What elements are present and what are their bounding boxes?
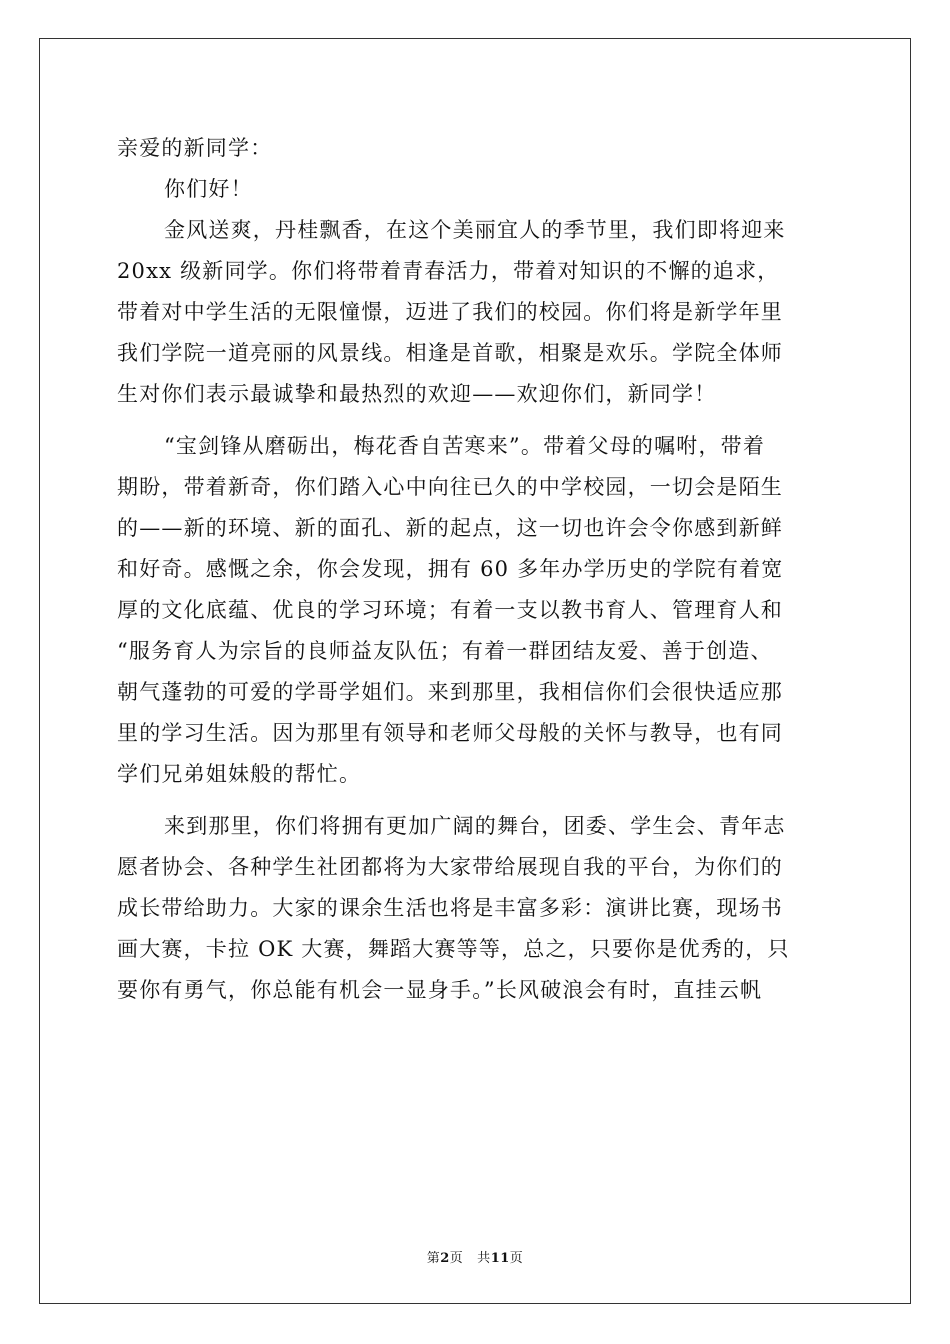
paragraph-3-line: 要你有勇气，你总能有机会一显身手。”长风破浪会有时，直挂云帆 <box>117 978 763 1002</box>
paragraph-2-line: 厚的文化底蕴、优良的学习环境；有着一支以教书育人、管理育人和 <box>117 598 783 622</box>
paragraph-1-line: 金风送爽，丹桂飘香，在这个美丽宜人的季节里，我们即将迎来 <box>164 218 786 242</box>
paragraph-gap <box>117 795 832 806</box>
paragraph-1-line: 20xx 级新同学。你们将带着青春活力，带着对知识的不懈的追求， <box>117 259 780 283</box>
total-pages: 11 <box>490 1251 510 1266</box>
paragraph-1-line: 带着对中学生活的无限憧憬，迈进了我们的校园。你们将是新学年里 <box>117 300 783 324</box>
paragraph-3-line: 画大赛，卡拉 OK 大赛，舞蹈大赛等等，总之，只要你是优秀的，只 <box>117 937 790 961</box>
paragraph-3-line: 成长带给助力。大家的课余生活也将是丰富多彩：演讲比赛，现场书 <box>117 896 783 920</box>
paragraph-1-line: 我们学院一道亮丽的风景线。相逢是首歌，相聚是欢乐。学院全体师 <box>117 341 783 365</box>
paragraph-gap <box>117 415 832 426</box>
paragraph-2 <box>117 426 832 795</box>
paragraph-3-line: 来到那里，你们将拥有更加广阔的舞台，团委、学生会、青年志 <box>164 814 786 838</box>
paragraph-2-line: 期盼，带着新奇，你们踏入心中向往已久的中学校园，一切会是陌生 <box>117 475 783 499</box>
paragraph-2-line: 的——新的环境、新的面孔、新的起点，这一切也许会令你感到新鲜 <box>117 516 783 540</box>
greeting: 你们好！ <box>164 177 253 201</box>
paragraph-1-line: 生对你们表示最诚挚和最热烈的欢迎——欢迎你们，新同学！ <box>117 382 717 406</box>
paragraph-1 <box>117 210 832 415</box>
total-suffix: 页 <box>509 1251 524 1266</box>
paragraph-3 <box>117 806 832 1011</box>
page-number: 2 <box>440 1251 450 1266</box>
letter-body <box>117 128 832 1011</box>
paragraph-2-line: “宝剑锋从磨砺出，梅花香自苦寒来”。带着父母的嘱咐，带着 <box>164 434 766 458</box>
paragraph-2-line: 朝气蓬勃的可爱的学哥学姐们。来到那里，我相信你们会很快适应那 <box>117 680 783 704</box>
page-prefix: 第 <box>426 1251 441 1266</box>
paragraph-2-line: 和好奇。感慨之余，你会发现，拥有 60 多年办学历史的学院有着宽 <box>117 557 784 581</box>
paragraph-2-line: 里的学习生活。因为那里有领导和老师父母般的关怀与教导，也有同 <box>117 721 783 745</box>
page-footer <box>0 1247 950 1266</box>
paragraph-2-line: “服务育人为宗旨的良师益友队伍；有着一群团结友爱、善于创造、 <box>117 639 773 663</box>
salutation: 亲爱的新同学： <box>117 136 273 160</box>
paragraph-3-line: 愿者协会、各种学生社团都将为大家带给展现自我的平台，为你们的 <box>117 855 783 879</box>
paragraph-2-line: 学们兄弟姐妹般的帮忙。 <box>117 762 362 786</box>
page-suffix: 页 <box>449 1251 464 1266</box>
total-prefix: 共 <box>477 1251 491 1266</box>
